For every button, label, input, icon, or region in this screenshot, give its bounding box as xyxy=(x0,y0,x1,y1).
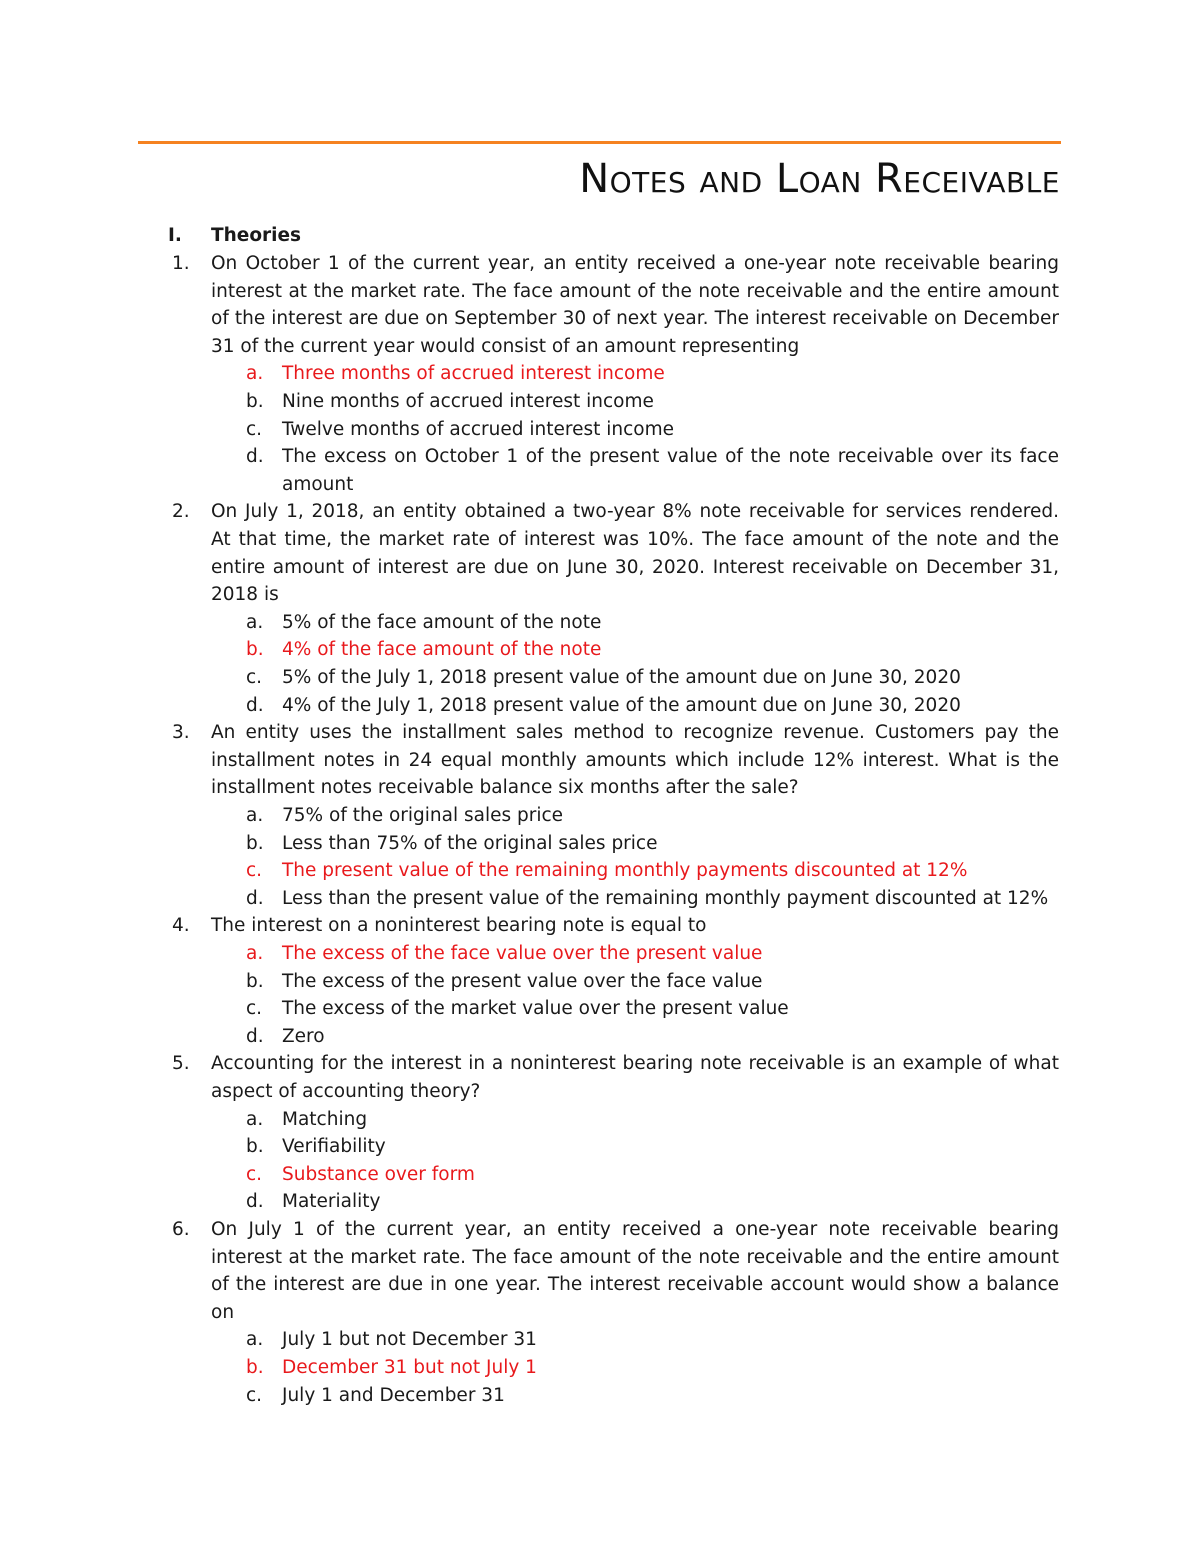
section-number: I. xyxy=(168,225,182,246)
question-text-line: aspect of accounting theory? xyxy=(211,1081,481,1102)
question-number: 5. xyxy=(172,1053,190,1075)
question-number: 1. xyxy=(172,253,190,274)
answer-option: July 1 but not December 31 xyxy=(282,1329,537,1351)
option-letter: c. xyxy=(246,998,263,1020)
question-text-line: on xyxy=(211,1301,235,1323)
option-letter: d. xyxy=(246,1025,264,1047)
section-title: Theories xyxy=(211,225,302,246)
question-number: 4. xyxy=(172,915,190,937)
question-number: 2. xyxy=(172,501,190,523)
answer-option: The excess on October 1 of the present value of the note receivable over its face xyxy=(282,446,1059,468)
question-text-line: The interest on a noninterest bearing note is equal to xyxy=(211,915,707,937)
option-letter: a. xyxy=(246,1108,264,1130)
option-letter: d. xyxy=(246,887,264,909)
option-letter: c. xyxy=(246,1163,263,1185)
answer-option: Less than 75% of the original sales price xyxy=(282,832,658,854)
correct-answer-option: Three months of accrued interest income xyxy=(282,363,665,385)
question-text-line: On October 1 of the current year, an entity received a one-year note receivable bearing xyxy=(211,253,1059,274)
question-text-line: On July 1 of the current year, an entity received a one-year note receivable bearing xyxy=(211,1219,1059,1240)
option-letter: a. xyxy=(246,943,264,964)
correct-answer-option: Substance over form xyxy=(282,1163,475,1185)
page-title: Notes and Loan Receivable xyxy=(579,156,1060,202)
option-letter: b. xyxy=(246,1136,264,1158)
option-letter: d. xyxy=(246,446,264,468)
question-text-line: interest at the market rate. The face amount of the note receivable and the entire amount xyxy=(211,1246,1059,1268)
option-letter: b. xyxy=(246,639,264,661)
answer-option: Materiality xyxy=(282,1191,381,1213)
option-letter: c. xyxy=(246,1384,263,1406)
question-text-line: Accounting for the interest in a noninterest bearing note receivable is an example of what xyxy=(211,1053,1059,1075)
option-letter: b. xyxy=(246,832,264,854)
header-rule xyxy=(138,141,1061,144)
answer-option: amount xyxy=(282,473,354,495)
answer-option: Matching xyxy=(282,1108,368,1130)
question-text-line: entire amount of interest are due on June 30, 2020. Interest receivable on December 31, xyxy=(211,556,1059,578)
question-text-line: At that time, the market rate of interest was 10%. The face amount of the note and the xyxy=(211,529,1059,550)
answer-option: The excess of the market value over the present value xyxy=(282,998,789,1020)
question-text-line: 2018 is xyxy=(211,584,279,606)
answer-option: 5% of the July 1, 2018 present value of the amount due on June 30, 2020 xyxy=(282,667,961,688)
option-letter: c. xyxy=(246,667,263,688)
correct-answer-option: The present value of the remaining monthly payments discounted at 12% xyxy=(282,860,968,882)
correct-answer-option: December 31 but not July 1 xyxy=(282,1357,537,1378)
answer-option: Less than the present value of the remaining monthly payment discounted at 12% xyxy=(282,887,1049,909)
option-letter: a. xyxy=(246,611,264,633)
answer-option: 75% of the original sales price xyxy=(282,805,564,826)
option-letter: a. xyxy=(246,1329,264,1351)
question-number: 6. xyxy=(172,1219,190,1240)
question-text-line: installment notes in 24 equal monthly amounts which include 12% interest. What is the xyxy=(211,749,1059,771)
answer-option: July 1 and December 31 xyxy=(282,1384,505,1406)
answer-option: 4% of the July 1, 2018 present value of the amount due on June 30, 2020 xyxy=(282,694,961,716)
answer-option: Zero xyxy=(282,1025,325,1047)
option-letter: b. xyxy=(246,1357,264,1378)
option-letter: b. xyxy=(246,970,264,992)
answer-option: Nine months of accrued interest income xyxy=(282,391,654,412)
option-letter: a. xyxy=(246,805,264,826)
option-letter: d. xyxy=(246,1191,264,1213)
option-letter: c. xyxy=(246,418,263,440)
question-text-line: On July 1, 2018, an entity obtained a two-year 8% note receivable for services rendered. xyxy=(211,501,1059,523)
question-text-line: of the interest are due on September 30 of next year. The interest receivable on December xyxy=(211,308,1059,330)
question-text-line: An entity uses the installment sales method to recognize revenue. Customers pay the xyxy=(211,722,1059,744)
question-text-line: 31 of the current year would consist of an amount representing xyxy=(211,335,800,357)
answer-option: Verifiability xyxy=(282,1136,386,1158)
question-text-line: of the interest are due in one year. The interest receivable account would show a balance xyxy=(211,1274,1059,1296)
question-text-line: installment notes receivable balance six months after the sale? xyxy=(211,777,799,799)
answer-option: The excess of the present value over the face value xyxy=(282,970,763,992)
option-letter: a. xyxy=(246,363,264,385)
option-letter: c. xyxy=(246,860,263,882)
correct-answer-option: 4% of the face amount of the note xyxy=(282,639,602,661)
option-letter: d. xyxy=(246,694,264,716)
answer-option: 5% of the face amount of the note xyxy=(282,611,602,633)
correct-answer-option: The excess of the face value over the present value xyxy=(282,943,763,964)
option-letter: b. xyxy=(246,391,264,412)
question-text-line: interest at the market rate. The face amount of the note receivable and the entire amount xyxy=(211,280,1059,302)
question-number: 3. xyxy=(172,722,190,744)
answer-option: Twelve months of accrued interest income xyxy=(282,418,675,440)
